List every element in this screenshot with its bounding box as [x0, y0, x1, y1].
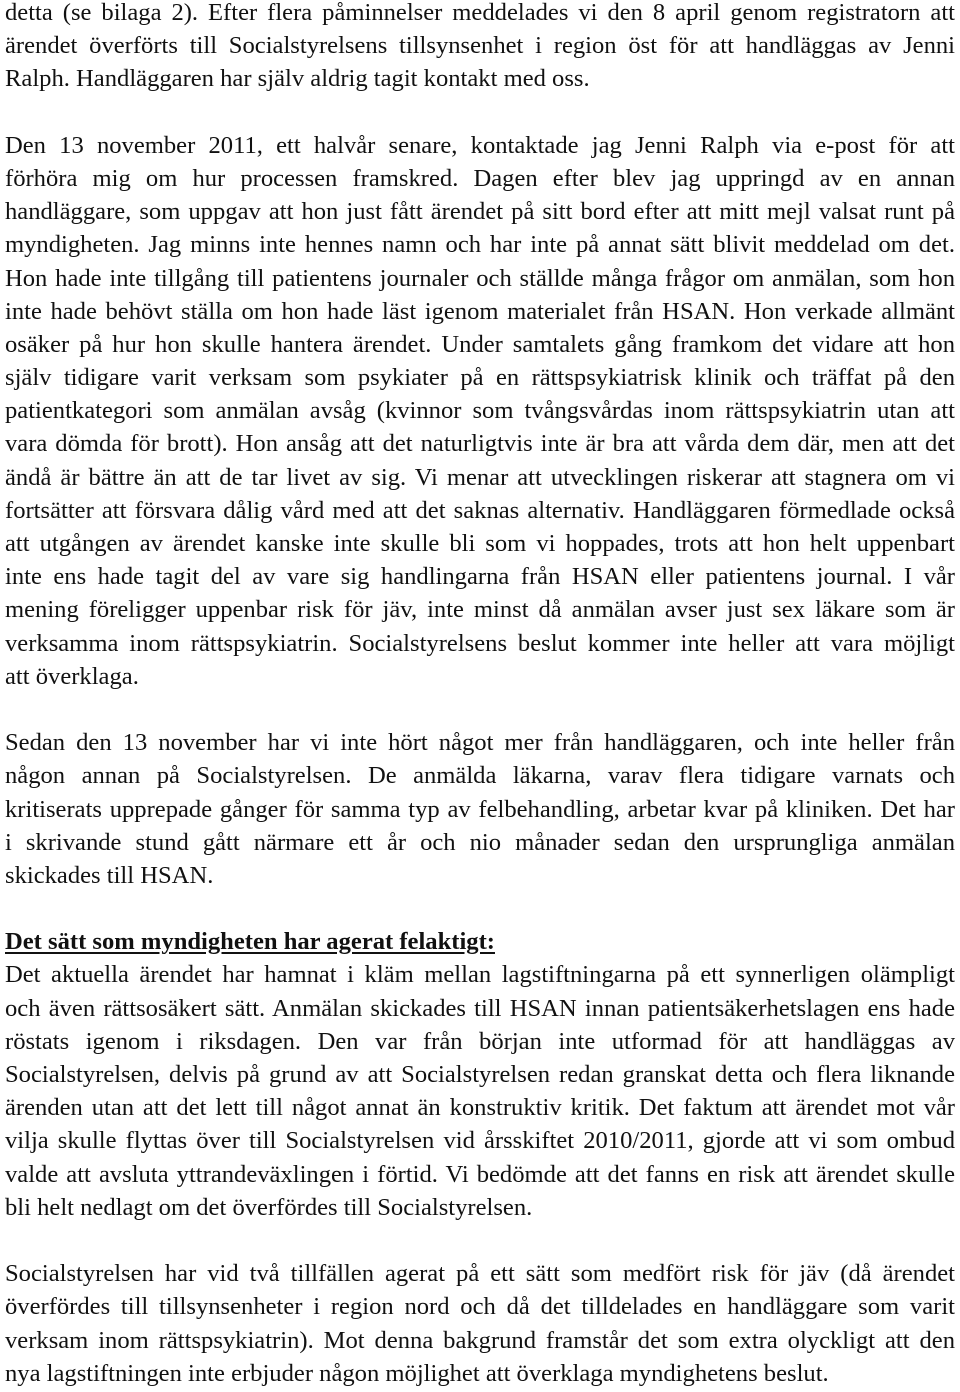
document-page [5, 0, 955, 1390]
text-line: inte hade behövt ställa om hon hade läst igenom materialet från HSAN. Hon verkade allmänt [5, 297, 955, 325]
text-line: förhöra mig om hur processen framskred. Dagen efter blev jag uppringd av en annan [5, 164, 955, 192]
text-line: patientkategori som anmälan avsåg (kvinnor som tvångsvårdas inom rättspsykiatrin utan att [5, 397, 955, 425]
text-line: Det aktuella ärendet har hamnat i kläm mellan lagstiftningarna på ett synnerligen olämpligt [5, 961, 955, 989]
paragraph [5, 925, 955, 1224]
text-line: Ralph. Handläggaren har själv aldrig tagit kontakt med oss. [5, 65, 590, 93]
paragraph [5, 1257, 955, 1390]
text-line: röstats igenom i riksdagen. Den var från början inte utformad för att handläggas av [5, 1027, 955, 1055]
text-line: verksam inom rättspsykiatrin). Mot denna bakgrund framstår det som extra olyckligt att den [5, 1326, 955, 1354]
text-line: inte ens hade tagit del av vare sig handlingarna från HSAN eller patientens journal. I vår [5, 563, 955, 591]
text-line: överfördes till tillsynsenheter i region nord och då det tilldelades en handläggare som varit [5, 1293, 955, 1321]
paragraph [5, 726, 955, 892]
text-line: Socialstyrelsen har vid två tillfällen agerat på ett sätt som medfört risk för jäv (då ärendet [5, 1260, 955, 1288]
text-line: verksamma inom rättspsykiatrin. Socialstyrelsens beslut kommer inte heller att vara möjligt [5, 629, 955, 657]
text-line: och även rättsosäkert sätt. Anmälan skickades till HSAN innan patientsäkerhetslagen ens hade [5, 994, 955, 1022]
text-line: kritiserats upprepade gånger för samma typ av felbehandling, arbetar kvar på kliniken. Det har [5, 795, 955, 823]
text-line: i skrivande stund gått närmare ett år och nio månader sedan den ursprungliga anmälan [5, 828, 955, 856]
text-line: vilja skulle flyttas över till Socialstyrelsen vid årsskiftet 2010/2011, gjorde att vi som ombud [5, 1127, 955, 1155]
text-line: bli helt nedlagt om det överfördes till Socialstyrelsen. [5, 1193, 533, 1221]
text-line: osäker på hur hon skulle hantera ärendet. Under samtalets gång framkom det vidare att hon [5, 330, 955, 358]
text-line: ärendet överförts till Socialstyrelsens tillsynsenhet i region öst för att handläggas av Jenni [5, 32, 955, 60]
text-line: handläggare, som uppgav att hon just fått ärendet på sitt bord efter att mitt mejl valsat runt på [5, 198, 955, 226]
text-line: Hon hade inte tillgång till patientens journaler och ställde många frågor om anmälan, som hon [5, 264, 955, 292]
text-line: nya lagstiftningen inte erbjuder någon möjlighet att överklaga myndighetens beslut. [5, 1359, 829, 1387]
text-line: Sedan den 13 november har vi inte hört något mer från handläggaren, och inte heller från [5, 729, 955, 757]
text-line: fortsätter att försvara dålig vård med att det saknas alternativ. Handläggaren förmedlade också [5, 496, 955, 524]
text-line: att överklaga. [5, 662, 139, 690]
text-line: ändå är bättre än att de tar livet av sig. Vi menar att utvecklingen riskerar att stagnera om vi [5, 463, 955, 491]
text-line: Den 13 november 2011, ett halvår senare, kontaktade jag Jenni Ralph via e-post för att [5, 131, 955, 159]
text-line: ärenden utan att det lett till något annat än konstruktiv kritik. Det faktum att ärendet mot vår [5, 1094, 955, 1122]
text-line: Socialstyrelsen, delvis på grund av att Socialstyrelsen redan granskat detta och flera liknande [5, 1061, 955, 1088]
paragraph [5, 129, 955, 693]
text-line: detta (se bilaga 2). Efter flera påminnelser meddelades vi den 8 april genom registratorn att [5, 0, 955, 26]
text-line: vara dömda för brott). Hon ansåg att det naturligtvis inte är bra att vårda dem där, men att det [5, 430, 955, 458]
text-line: myndigheten. Jag minns inte hennes namn och har inte på annat sätt blivit meddelad om det. [5, 231, 955, 259]
text-line: att utgången av ärendet kanske inte skulle bli som vi hoppades, trots att hon helt uppenbart [5, 530, 955, 557]
text-line: någon annan på Socialstyrelsen. De anmälda läkarna, varav flera tidigare varnats och [5, 762, 955, 790]
text-line: valde att avsluta yttrandeväxlingen i förtid. Vi bedömde att det fanns en risk att ärendet skulle [5, 1160, 955, 1188]
text-line: själv tidigare varit verksam som psykiater på en rättspsykiatrisk klinik och träffat på den [5, 364, 955, 392]
text-line: mening föreligger uppenbar risk för jäv, inte minst då anmälan avser just sex läkare som är [5, 596, 955, 624]
paragraph [5, 0, 955, 96]
text-line: skickades till HSAN. [5, 861, 214, 889]
section-heading: Det sätt som myndigheten har agerat felaktigt: [5, 928, 495, 956]
